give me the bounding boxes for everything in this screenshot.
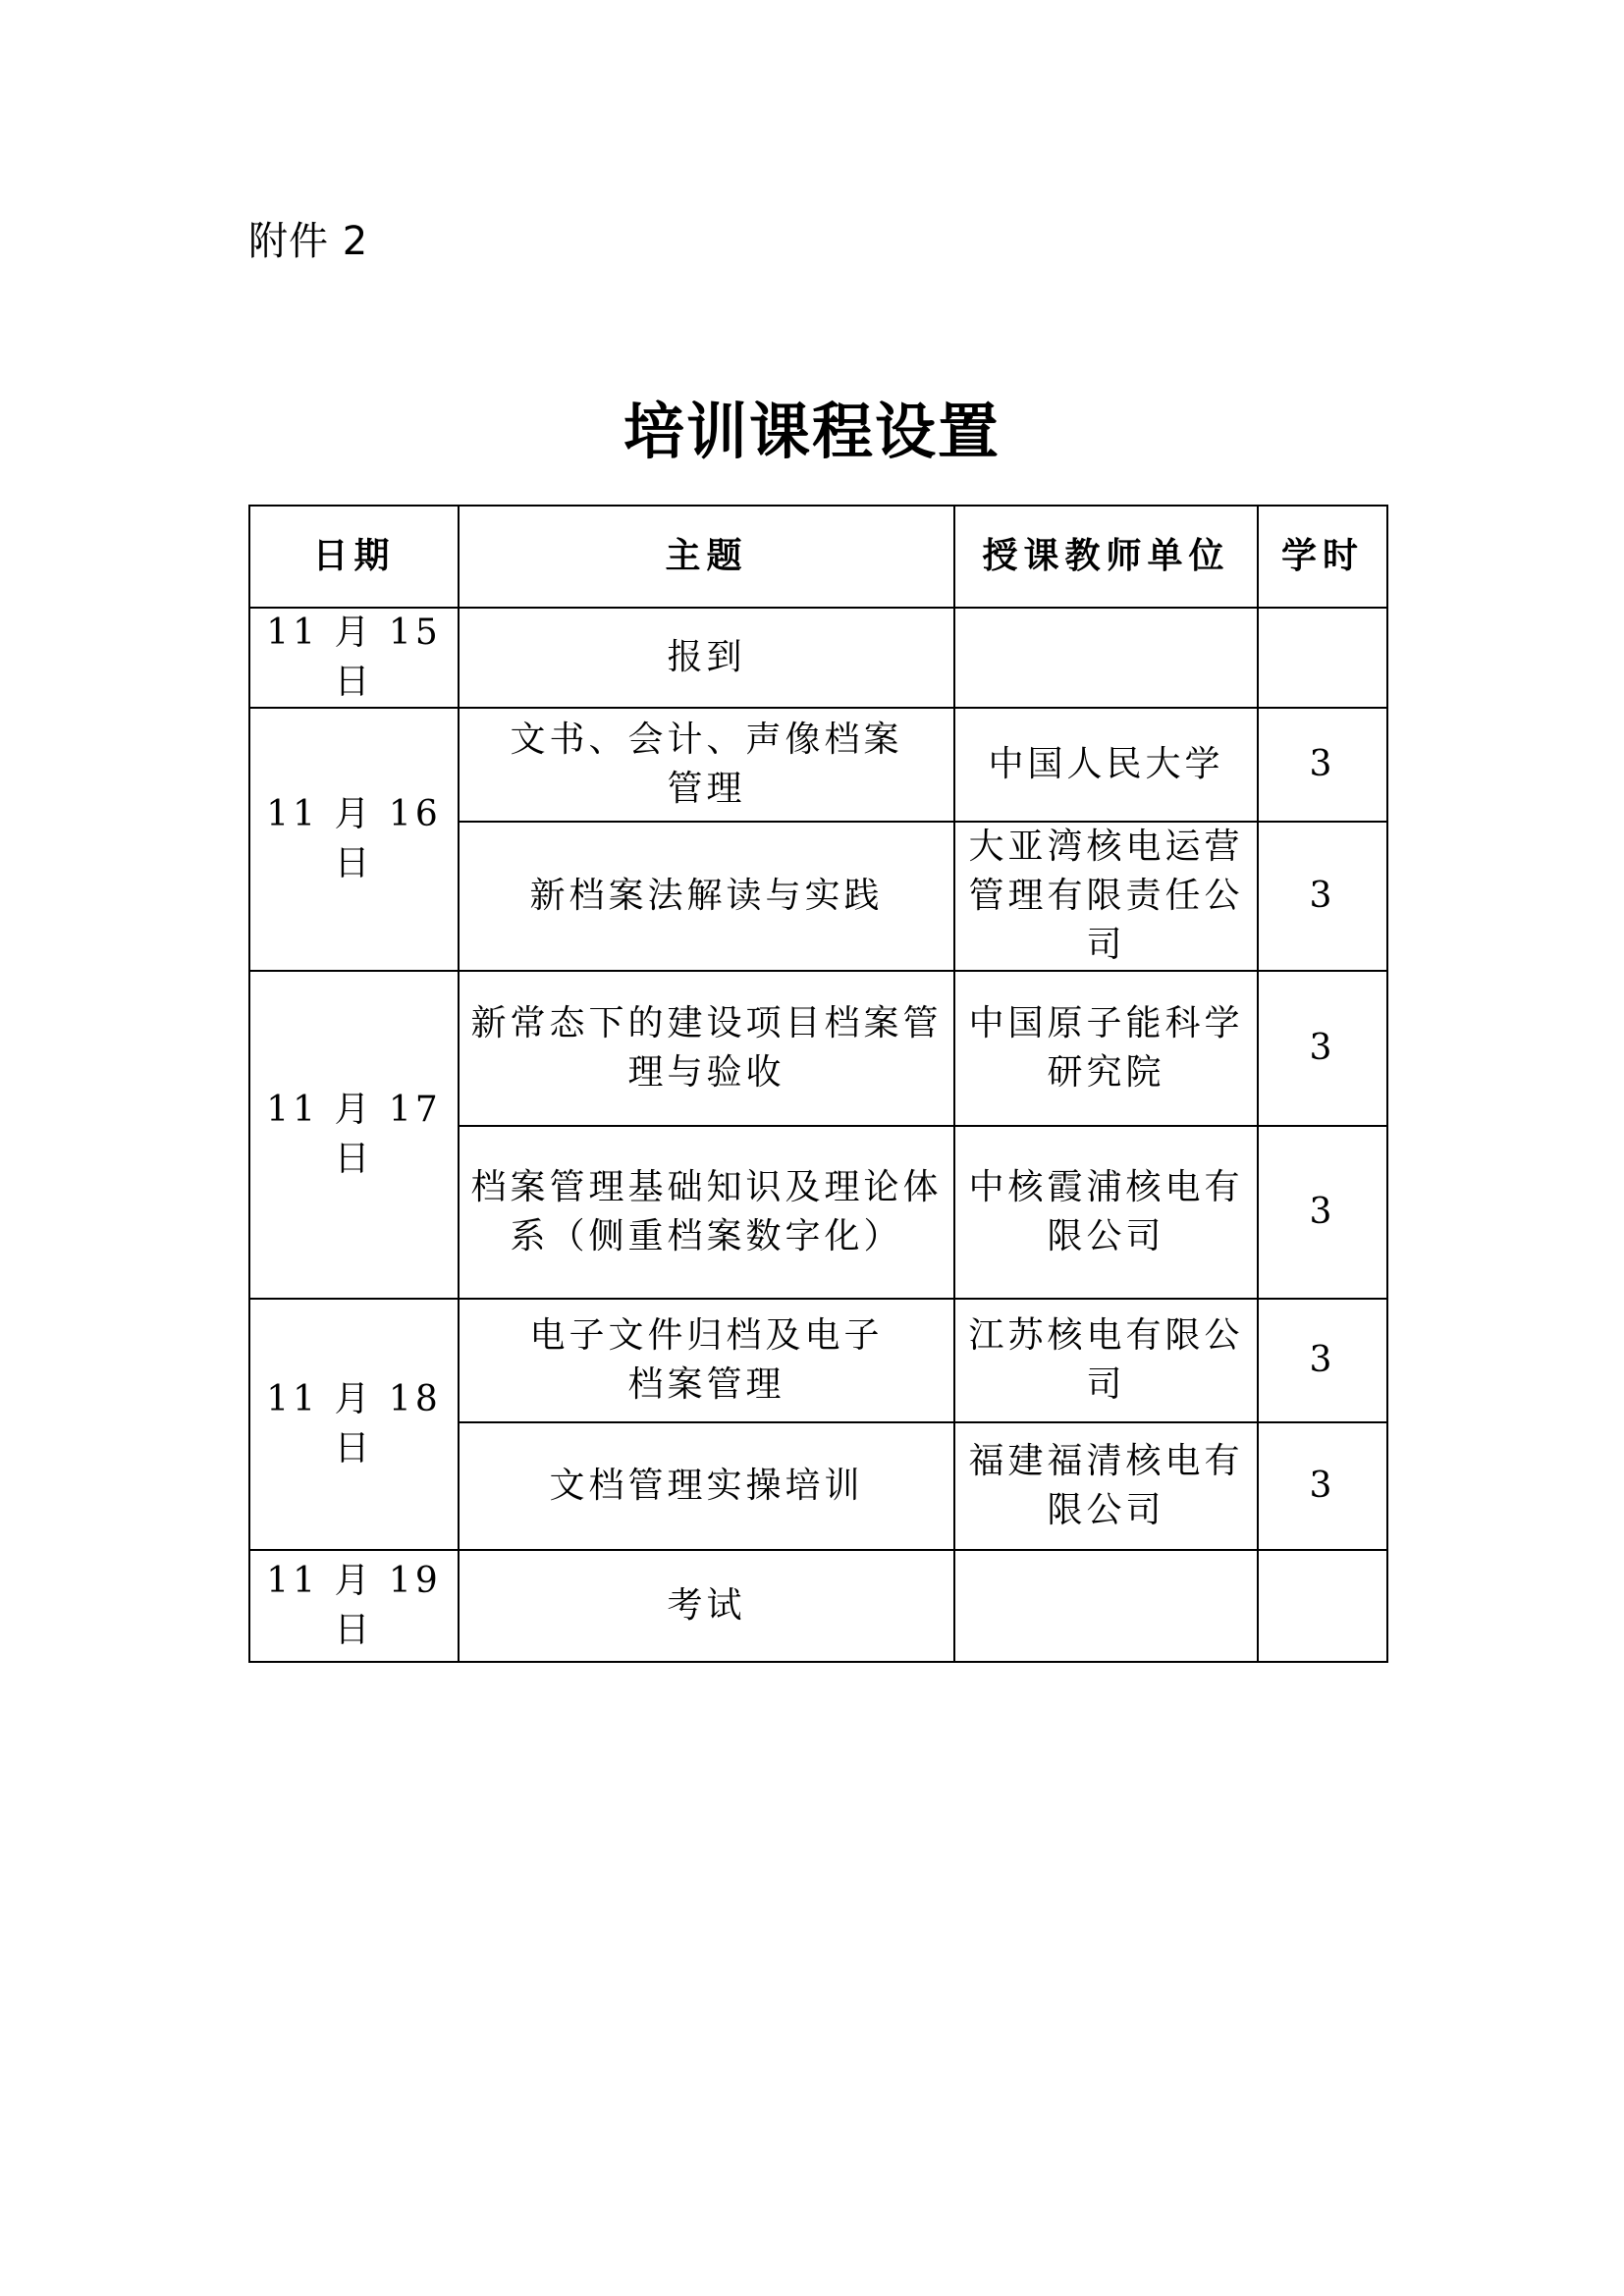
course-schedule-table <box>248 505 1388 1663</box>
page-title: 培训课程设置 <box>623 396 1001 467</box>
table-row <box>249 1299 1387 1422</box>
cell-date: 11 月 19 日 <box>249 1550 459 1662</box>
cell-topic: 档案管理基础知识及理论体系（侧重档案数字化） <box>459 1126 954 1299</box>
cell-hours <box>1258 608 1387 708</box>
cell-hours: 3 <box>1258 1422 1387 1550</box>
cell-topic: 报到 <box>459 608 954 708</box>
cell-hours: 3 <box>1258 971 1387 1126</box>
cell-topic: 新档案法解读与实践 <box>459 822 954 971</box>
cell-topic: 电子文件归档及电子 档案管理 <box>459 1299 954 1422</box>
cell-date: 11 月 16 日 <box>249 708 459 971</box>
cell-date: 11 月 17 日 <box>249 971 459 1299</box>
cell-topic: 文书、会计、声像档案 管理 <box>459 708 954 822</box>
cell-topic: 考试 <box>459 1550 954 1662</box>
header-hours: 学时 <box>1258 506 1387 608</box>
header-unit: 授课教师单位 <box>954 506 1258 608</box>
cell-unit: 江苏核电有限公司 <box>954 1299 1258 1422</box>
table-row <box>249 1550 1387 1662</box>
cell-unit: 福建福清核电有限公司 <box>954 1422 1258 1550</box>
table-row <box>249 708 1387 822</box>
cell-hours: 3 <box>1258 1299 1387 1422</box>
cell-hours: 3 <box>1258 822 1387 971</box>
cell-topic: 文档管理实操培训 <box>459 1422 954 1550</box>
cell-topic: 新常态下的建设项目档案管理与验收 <box>459 971 954 1126</box>
table-row <box>249 608 1387 708</box>
cell-unit: 大亚湾核电运营管理有限责任公司 <box>954 822 1258 971</box>
cell-unit: 中国原子能科学研究院 <box>954 971 1258 1126</box>
cell-unit <box>954 1550 1258 1662</box>
header-date: 日期 <box>249 506 459 608</box>
cell-unit <box>954 608 1258 708</box>
cell-date: 11 月 18 日 <box>249 1299 459 1550</box>
cell-date: 11 月 15 日 <box>249 608 459 708</box>
cell-unit: 中国人民大学 <box>954 708 1258 822</box>
table-row <box>249 971 1387 1126</box>
table-header-row <box>249 506 1387 608</box>
cell-unit: 中核霞浦核电有限公司 <box>954 1126 1258 1299</box>
cell-hours: 3 <box>1258 1126 1387 1299</box>
header-topic: 主题 <box>459 506 954 608</box>
cell-hours <box>1258 1550 1387 1662</box>
cell-hours: 3 <box>1258 708 1387 822</box>
attachment-label: 附件 2 <box>248 219 369 264</box>
